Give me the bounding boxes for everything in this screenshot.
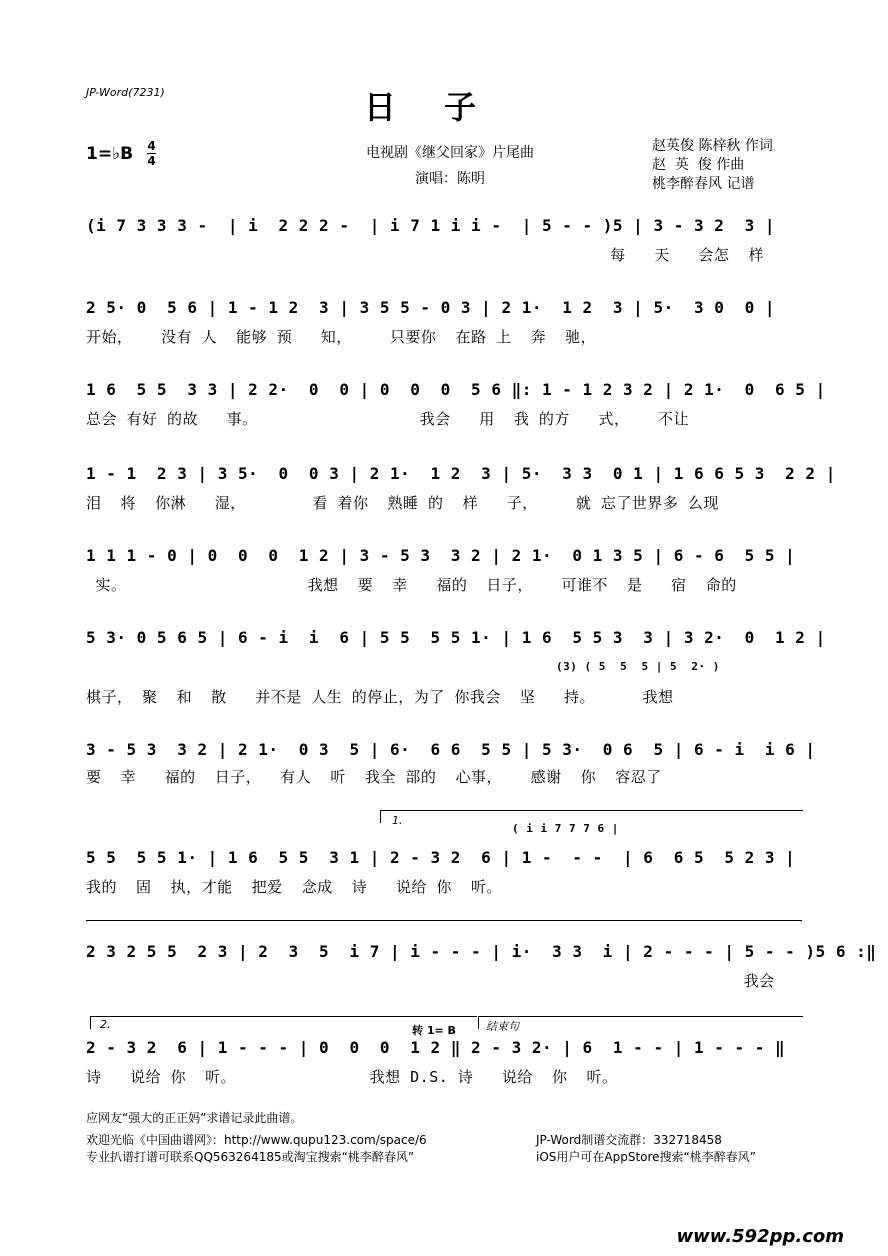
song-title: 日子 xyxy=(363,88,524,126)
score-row-2-notes: 2 5· 0 5 6 | 1 - 1 2 3 | 3 5 5 - 0 3 | 2 1· 1 2 3 | 5· 3 0 0 | xyxy=(86,298,776,317)
volta-2-label: 2. xyxy=(100,1018,111,1031)
score-row-4-lyrics: 泪 将 你淋 湿， 看 着你 熟睡 的 样 子， 就 忘了世界多 么现 xyxy=(86,494,719,512)
score-row-5-lyrics: 实。 我想 要 幸 福的 日子， 可谁不 是 宿 命的 xyxy=(86,576,737,594)
score-row-6-notes: 5 3· 0 5 6 5 | 6 - i i 6 | 5 5 5 5 1· | 1 6 5 5 3 3 | 3 2· 0 1 2 | xyxy=(86,628,826,647)
row-9-bracket-line xyxy=(86,920,802,921)
meter-top: 4 xyxy=(147,139,156,153)
score-row-10-lyrics: 诗 说给 你 听。 我想 D.S. 诗 说给 你 听。 xyxy=(86,1068,618,1086)
ending-label: 结束句 xyxy=(486,1020,519,1033)
score-row-10-notes: 2 - 3 2 6 | 1 - - - | 0 0 0 1 2 ‖ 2 - 3 2· | 6 1 - - | 1 - - - ‖ xyxy=(86,1038,786,1057)
score-row-9-lyrics: 我会 xyxy=(86,972,775,990)
score-row-4-notes: 1 - 1 2 3 | 3 5· 0 0 3 | 2 1· 1 2 3 | 5· 3 3 0 1 | 1 6 6 5 3 2 2 | xyxy=(86,464,836,483)
modulation-mark: 转 1= B xyxy=(412,1024,456,1037)
footer-website: 欢迎光临《中国曲谱网》：http://www.qupu123.com/space/6 xyxy=(86,1133,427,1147)
subtitle: 电视剧《继父回家》片尾曲 xyxy=(366,145,534,161)
score-row-7-lyrics: 要 幸 福的 日子， 有人 听 我全 部的 心事， 感谢 你 容忍了 xyxy=(86,768,662,786)
score-row-1-lyrics: 每 天 会怎 样 xyxy=(86,246,764,264)
score-row-5-notes: 1 1 1 - 0 | 0 0 0 1 2 | 3 - 5 3 3 2 | 2 1· 0 1 3 5 | 6 - 6 5 5 | xyxy=(86,546,796,565)
meter-bottom: 4 xyxy=(147,154,156,168)
score-row-6-alt: (3) ( 5 5 5 | 5 2· ) xyxy=(556,660,720,673)
score-row-9-notes: 2 3 2 5 5 2 3 | 2 3 5 i 7 | i - - - | i· 3 3 i | 2 - - - | 5 - - )5 6 :‖ xyxy=(86,942,877,961)
time-signature xyxy=(147,140,156,167)
watermark: www.592pp.com xyxy=(676,1226,844,1247)
footer-contact: 专业扒谱打谱可联系QQ563264185或淘宝搜索“桃李醉春风” xyxy=(86,1150,415,1164)
score-row-8-notes: 5 5 5 5 1· | 1 6 5 5 3 1 | 2 - 3 2 6 | 1 - - - | 6 6 5 5 2 3 | xyxy=(86,848,796,867)
composer: 赵 英 俊 作曲 xyxy=(652,157,745,173)
score-row-1-notes: (i 7 3 3 3 - | i 2 2 2 - | i 7 1 i i - | 5 - - )5 | 3 - 3 2 3 | xyxy=(86,216,776,235)
score-row-3-lyrics: 总会 有好 的故 事。 我会 用 我 的方 式， 不让 xyxy=(86,410,690,428)
score-row-6-lyrics: 棋子， 聚 和 散 并不是 人生 的停止，为了 你我会 坚 持。 我想 xyxy=(86,688,674,706)
software-tag: JP-Word(7231) xyxy=(86,86,165,99)
lyricist: 赵英俊 陈梓秋 作词 xyxy=(652,138,773,154)
score-row-8-alt: ( i i 7 7 7 6 | xyxy=(512,822,619,835)
footer-request-note: 应网友“强大的正正妈”求谱记录此曲谱。 xyxy=(86,1111,303,1125)
volta-1-label: 1. xyxy=(392,814,403,827)
singer: 演唱：陈明 xyxy=(415,171,485,187)
ending-bracket xyxy=(478,1016,803,1029)
score-row-8-lyrics: 我的 固 执，才能 把爱 念成 诗 说给 你 听。 xyxy=(86,878,502,896)
score-row-3-notes: 1 6 5 5 3 3 | 2 2· 0 0 | 0 0 0 5 6 ‖: 1 - 1 2 3 2 | 2 1· 0 6 5 | xyxy=(86,380,826,399)
footer-ios: iOS用户可在AppStore搜索“桃李醉春风” xyxy=(536,1150,756,1164)
transcriber: 桃李醉春风 记谱 xyxy=(652,176,755,192)
score-row-2-lyrics: 开始， 没有 人 能够 预 知， 只要你 在路 上 奔 驰， xyxy=(86,328,597,346)
key-signature: 1=♭B xyxy=(86,144,134,164)
footer-group: JP-Word制谱交流群：332718458 xyxy=(536,1133,722,1147)
score-row-7-notes: 3 - 5 3 3 2 | 2 1· 0 3 5 | 6· 6 6 5 5 | 5 3· 0 6 5 | 6 - i i 6 | xyxy=(86,740,816,759)
